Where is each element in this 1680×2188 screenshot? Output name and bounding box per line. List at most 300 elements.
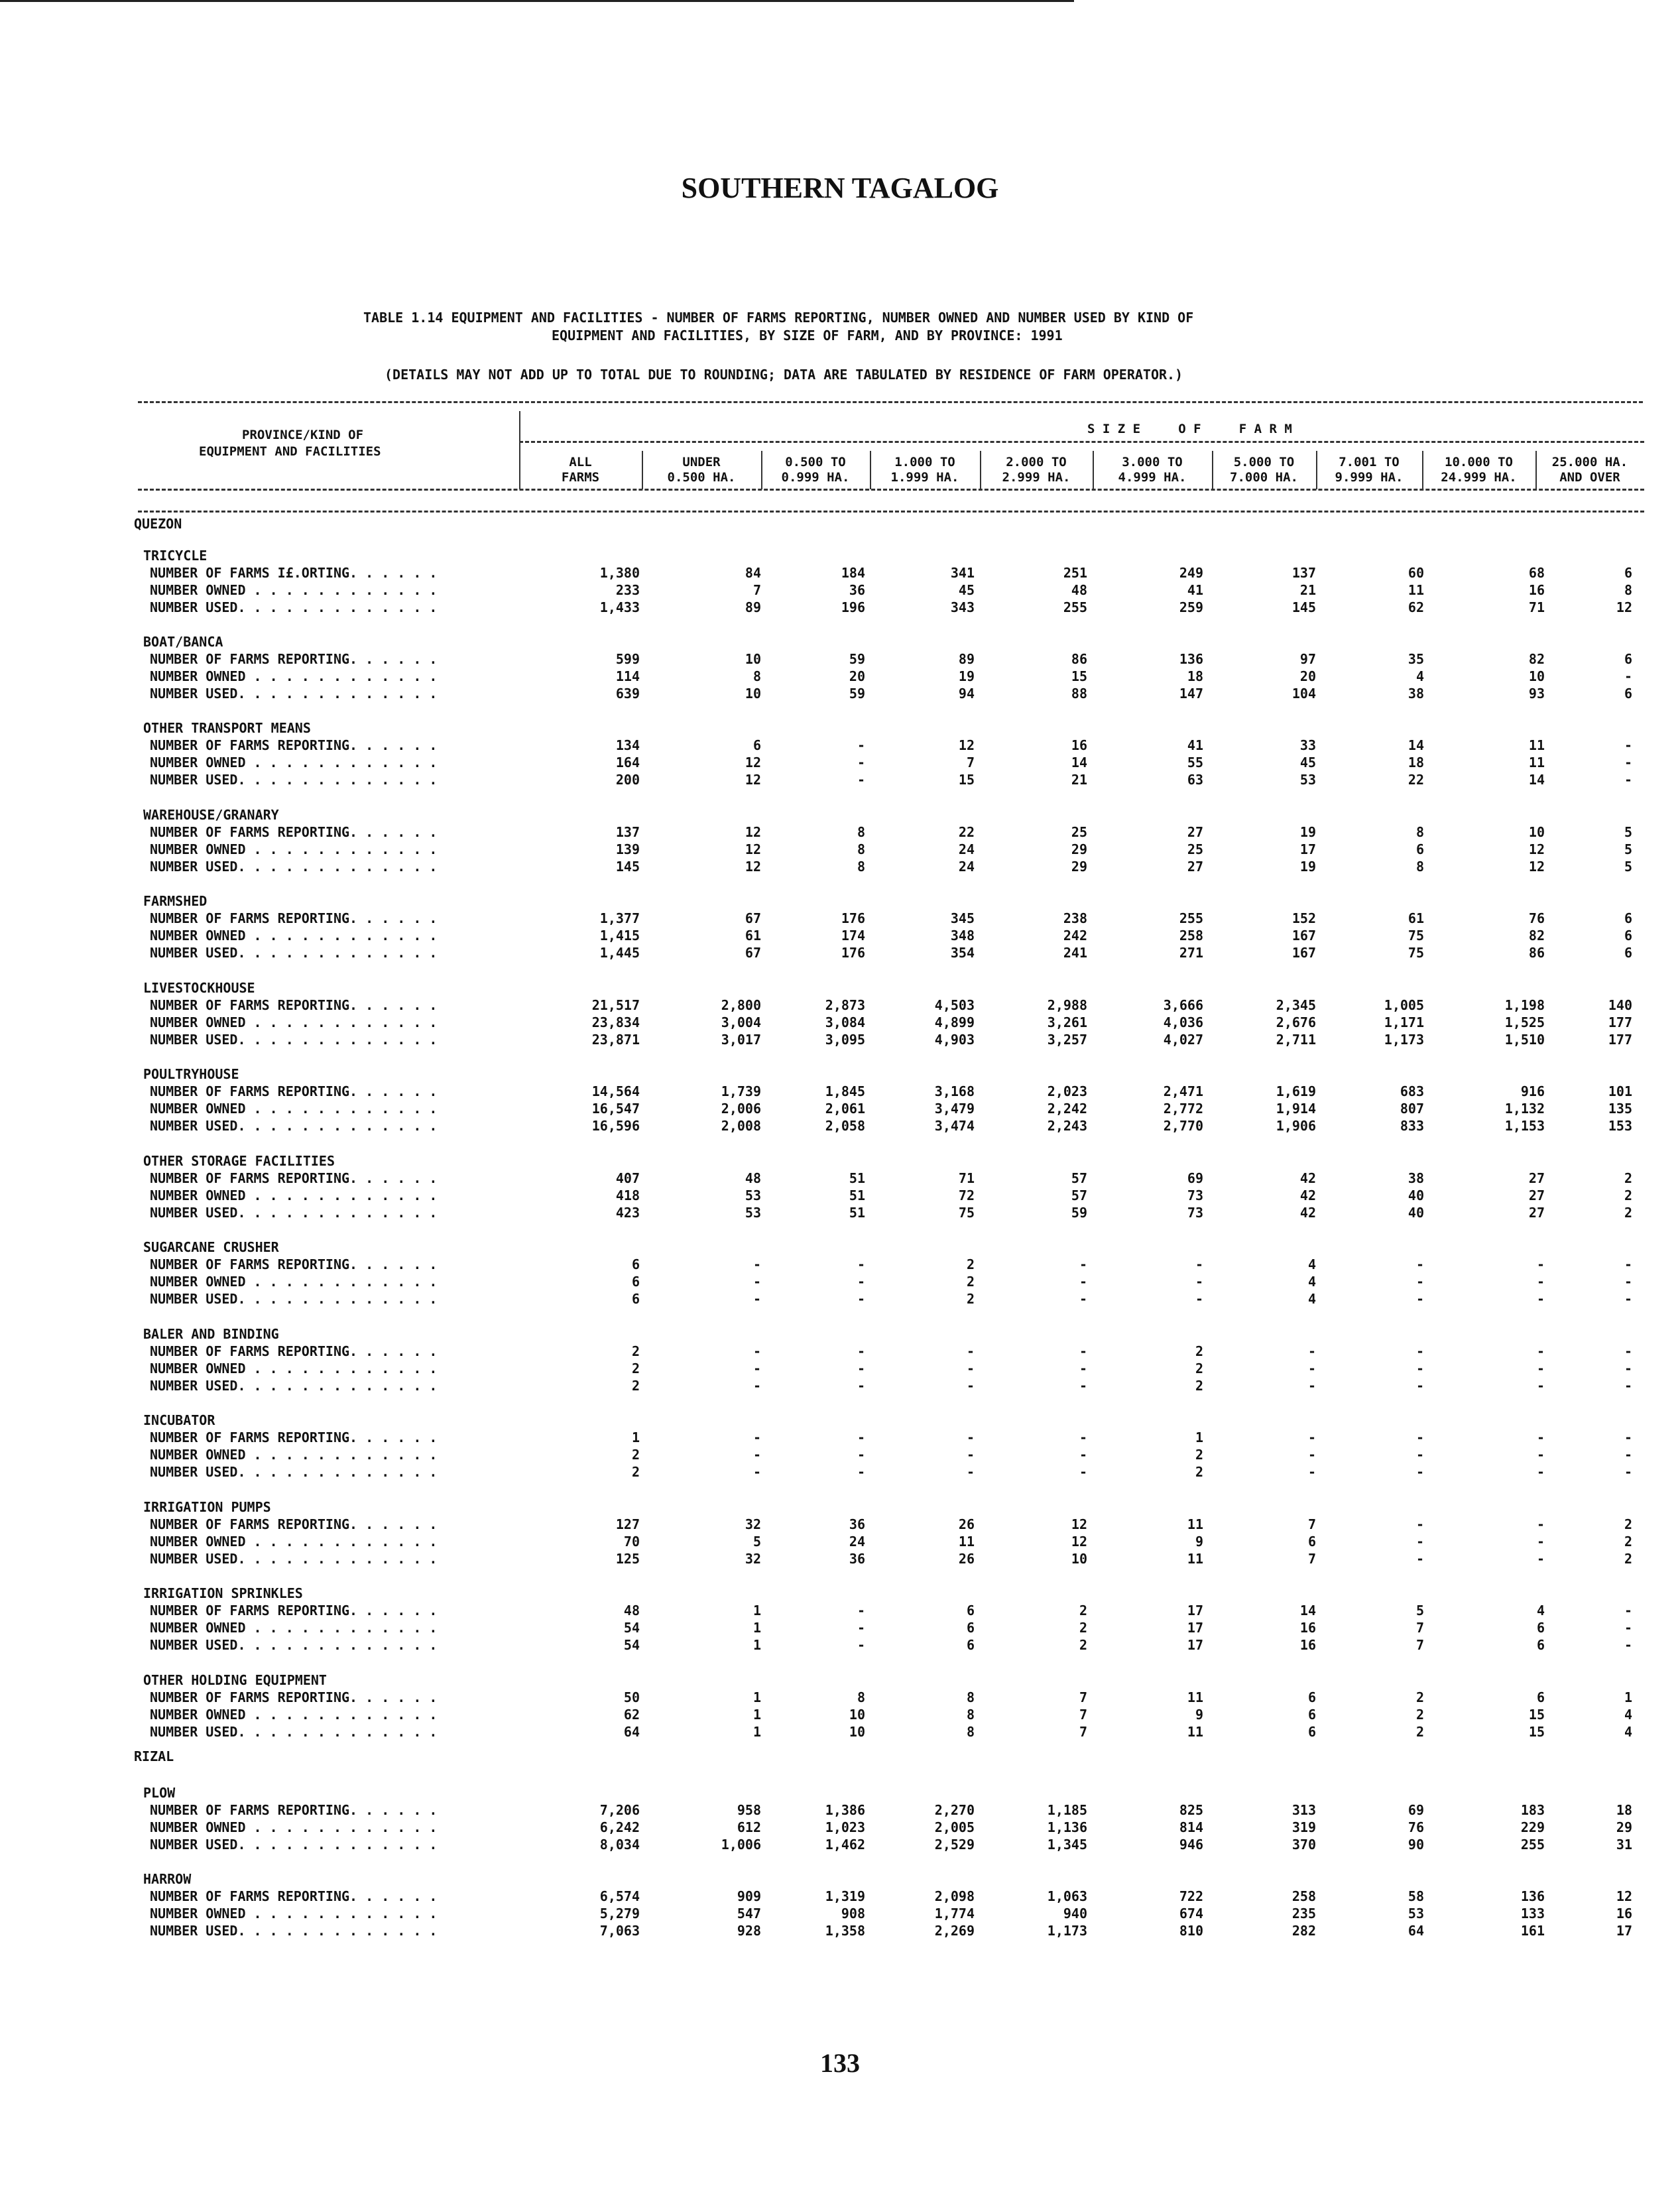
table-cell: - (1624, 1447, 1632, 1463)
table-cell: - (1624, 1361, 1632, 1376)
table-row (0, 928, 1680, 945)
table-row (0, 1083, 1680, 1101)
table-cell: 313 (1291, 1802, 1316, 1818)
row-label: NUMBER OWNED . . . . . . . . . . . . (150, 1274, 438, 1290)
table-cell: 5 (1624, 859, 1632, 875)
table-cell: 9 (1195, 1534, 1203, 1550)
table-cell: 807 (1400, 1101, 1424, 1117)
table-cell: 24 (849, 1534, 865, 1550)
table-cell: 1,380 (599, 565, 640, 581)
table-cell: 354 (950, 945, 975, 961)
table-cell: 21,517 (591, 997, 640, 1013)
table-cell: 7 (966, 755, 975, 770)
table-cell: 3,479 (934, 1101, 975, 1117)
table-cell: 6 (1624, 686, 1632, 701)
table-cell: - (857, 1464, 865, 1480)
table-cell: - (1415, 1464, 1424, 1480)
table-cell: 61 (1408, 910, 1424, 926)
table-cell: 2 (631, 1378, 640, 1394)
column-header (1316, 455, 1422, 485)
table-cell: 255 (1520, 1837, 1545, 1853)
table-cell: 423 (615, 1205, 640, 1221)
category-heading: IRRIGATION SPRINKLES (143, 1585, 303, 1601)
table-cell: 1,005 (1384, 997, 1424, 1013)
row-label: NUMBER OWNED . . . . . . . . . . . . (150, 755, 438, 770)
table-cell: 57 (1071, 1170, 1087, 1186)
table-cell: 12 (1071, 1516, 1087, 1532)
table-cell: - (1624, 1378, 1632, 1394)
table-cell: 1,171 (1384, 1014, 1424, 1030)
table-cell: 2,023 (1047, 1083, 1087, 1099)
table-cell: 1,006 (721, 1837, 761, 1853)
table-cell: 9 (1195, 1707, 1203, 1723)
table-cell: 940 (1063, 1906, 1087, 1921)
table-cell: - (857, 737, 865, 753)
table-row (0, 1707, 1680, 1724)
table-cell: 29 (1071, 859, 1087, 875)
table-cell: 12 (1528, 841, 1545, 857)
table-cell: 21 (1071, 772, 1087, 788)
table-cell: 161 (1520, 1923, 1545, 1939)
table-cell: - (1536, 1361, 1545, 1376)
table-cell: 14 (1071, 755, 1087, 770)
table-cell: 916 (1520, 1083, 1545, 1099)
table-cell: 814 (1179, 1819, 1203, 1835)
table-cell: 71 (958, 1170, 975, 1186)
table-cell: 6 (1624, 651, 1632, 667)
table-cell: - (752, 1343, 761, 1359)
table-cell: 6 (1307, 1534, 1316, 1550)
table-cell: 6 (1536, 1689, 1545, 1705)
table-cell: 88 (1071, 686, 1087, 701)
table-cell: 12 (958, 737, 975, 753)
table-cell: 1,153 (1504, 1118, 1545, 1134)
table-cell: - (1624, 1603, 1632, 1618)
table-cell: 1,132 (1504, 1101, 1545, 1117)
table-cell: 909 (737, 1888, 761, 1904)
table-cell: 18 (1408, 755, 1424, 770)
table-cell: 20 (1299, 668, 1316, 684)
row-label: NUMBER OF FARMS REPORTING. . . . . . (150, 1802, 438, 1818)
table-cell: 22 (958, 824, 975, 840)
table-cell: 2 (1079, 1603, 1087, 1618)
table-cell: - (1415, 1291, 1424, 1307)
table-cell: 7 (1079, 1707, 1087, 1723)
table-cell: - (857, 1343, 865, 1359)
table-row (0, 1205, 1680, 1222)
table-cell: 2 (631, 1447, 640, 1463)
table-cell: 17 (1187, 1603, 1203, 1618)
table-cell: - (857, 1447, 865, 1463)
table-cell: 5 (1415, 1603, 1424, 1618)
table-cell: 76 (1408, 1819, 1424, 1835)
column-header (1093, 455, 1212, 485)
column-header-line-2: 7.000 HA. (1230, 470, 1298, 485)
row-label: NUMBER USED. . . . . . . . . . . . . (150, 1291, 438, 1307)
table-cell: - (857, 1620, 865, 1636)
row-label: NUMBER OF FARMS REPORTING. . . . . . (150, 910, 438, 926)
table-cell: - (966, 1343, 975, 1359)
table-cell: 70 (623, 1534, 640, 1550)
column-header-line-1: 7.001 TO (1339, 455, 1400, 469)
table-cell: - (966, 1361, 975, 1376)
table-cell: 17 (1187, 1637, 1203, 1653)
table-cell: 639 (615, 686, 640, 701)
table-cell: 139 (615, 841, 640, 857)
table-cell: 11 (1187, 1551, 1203, 1567)
table-cell: 825 (1179, 1802, 1203, 1818)
row-label: NUMBER OF FARMS REPORTING. . . . . . (150, 1429, 438, 1445)
table-cell: - (857, 1274, 865, 1290)
table-cell: 84 (745, 565, 761, 581)
table-cell: - (752, 1464, 761, 1480)
table-row (0, 1361, 1680, 1378)
table-cell: 167 (1291, 945, 1316, 961)
table-cell: 4,503 (934, 997, 975, 1013)
table-cell: 24 (958, 859, 975, 875)
table-cell: 147 (1179, 686, 1203, 701)
table-cell: 59 (849, 651, 865, 667)
table-cell: 86 (1528, 945, 1545, 961)
table-cell: 6 (1307, 1689, 1316, 1705)
table-cell: 45 (1299, 755, 1316, 770)
table-cell: 2,345 (1276, 997, 1316, 1013)
table-cell: 547 (737, 1906, 761, 1921)
table-cell: - (1079, 1256, 1087, 1272)
stub-header-line-1: PROVINCE/KIND OF (242, 428, 364, 442)
table-cell: - (1536, 1378, 1545, 1394)
table-cell: 69 (1187, 1170, 1203, 1186)
table-cell: - (966, 1378, 975, 1394)
row-label: NUMBER OF FARMS REPORTING. . . . . . (150, 1516, 438, 1532)
table-cell: - (1536, 1516, 1545, 1532)
table-cell: 12 (745, 841, 761, 857)
row-label: NUMBER OWNED . . . . . . . . . . . . (150, 1819, 438, 1835)
table-cell: 1,386 (825, 1802, 865, 1818)
table-cell: 3,084 (825, 1014, 865, 1030)
table-cell: - (1415, 1274, 1424, 1290)
table-cell: 16 (1071, 737, 1087, 753)
table-cell: 10 (849, 1707, 865, 1723)
table-cell: 2 (631, 1464, 640, 1480)
table-cell: 11 (1528, 737, 1545, 753)
table-cell: - (1415, 1429, 1424, 1445)
table-cell: 35 (1408, 651, 1424, 667)
table-cell: - (1536, 1343, 1545, 1359)
table-cell: - (1079, 1464, 1087, 1480)
table-row (0, 1118, 1680, 1135)
table-row (0, 997, 1680, 1014)
column-header-line-1: 2.000 TO (1006, 455, 1067, 469)
row-label: NUMBER OF FARMS REPORTING. . . . . . (150, 1603, 438, 1618)
table-cell: 1,525 (1504, 1014, 1545, 1030)
row-label: NUMBER USED. . . . . . . . . . . . . (150, 1923, 438, 1939)
table-cell: 4 (1536, 1603, 1545, 1618)
column-header (519, 455, 642, 485)
stub-header-line-2: EQUIPMENT AND FACILITIES (199, 444, 381, 459)
row-label: NUMBER USED. . . . . . . . . . . . . (150, 1551, 438, 1567)
table-cell: 2 (631, 1361, 640, 1376)
table-cell: 4 (1307, 1274, 1316, 1290)
table-cell: 1,345 (1047, 1837, 1087, 1853)
table-rule (138, 489, 1644, 491)
table-cell: - (1624, 737, 1632, 753)
table-cell: 177 (1608, 1014, 1632, 1030)
table-row (0, 1888, 1680, 1906)
table-cell: 176 (841, 945, 865, 961)
table-row (0, 1923, 1680, 1940)
column-header-line-2: AND OVER (1559, 470, 1620, 485)
table-cell: 14 (1299, 1603, 1316, 1618)
table-cell: 14 (1408, 737, 1424, 753)
table-cell: - (1079, 1291, 1087, 1307)
table-cell: 12 (1616, 599, 1632, 615)
table-cell: 2 (1079, 1637, 1087, 1653)
column-header-line-2: 24.999 HA. (1441, 470, 1517, 485)
column-header (1212, 455, 1316, 485)
table-cell: - (1415, 1534, 1424, 1550)
table-cell: 271 (1179, 945, 1203, 961)
table-cell: 4 (1415, 668, 1424, 684)
table-cell: - (1079, 1378, 1087, 1394)
table-row (0, 582, 1680, 599)
table-cell: 1,445 (599, 945, 640, 961)
table-cell: 2 (1195, 1343, 1203, 1359)
table-row (0, 1637, 1680, 1654)
table-cell: - (1624, 755, 1632, 770)
row-label: NUMBER USED. . . . . . . . . . . . . (150, 859, 438, 875)
table-cell: - (1307, 1343, 1316, 1359)
column-header-line-1: 10.000 TO (1445, 455, 1513, 469)
column-header-line-1: 5.000 TO (1233, 455, 1295, 469)
table-cell: 15 (1528, 1724, 1545, 1740)
table-cell: 76 (1528, 910, 1545, 926)
table-cell: 1,619 (1276, 1083, 1316, 1099)
row-label: NUMBER OF FARMS REPORTING. . . . . . (150, 651, 438, 667)
table-cell: 51 (849, 1205, 865, 1221)
table-cell: 24 (958, 841, 975, 857)
table-cell: 133 (1520, 1906, 1545, 1921)
row-label: NUMBER USED. . . . . . . . . . . . . (150, 1205, 438, 1221)
table-cell: 54 (623, 1620, 640, 1636)
table-cell: 6 (752, 737, 761, 753)
table-cell: 1 (1195, 1429, 1203, 1445)
table-cell: 6 (1624, 565, 1632, 581)
table-cell: 235 (1291, 1906, 1316, 1921)
table-cell: 32 (745, 1551, 761, 1567)
table-row (0, 772, 1680, 789)
table-cell: 2,058 (825, 1118, 865, 1134)
table-cell: 48 (1071, 582, 1087, 598)
table-cell: 36 (849, 1551, 865, 1567)
table-row (0, 1464, 1680, 1481)
table-cell: 10 (1071, 1551, 1087, 1567)
table-cell: 17 (1616, 1923, 1632, 1939)
table-cell: 4,903 (934, 1032, 975, 1048)
table-cell: 20 (849, 668, 865, 684)
table-row (0, 599, 1680, 617)
row-label: NUMBER OF FARMS I£.ORTING. . . . . . (150, 565, 438, 581)
row-label: NUMBER USED. . . . . . . . . . . . . (150, 1464, 438, 1480)
table-cell: - (1624, 1256, 1632, 1272)
row-label: NUMBER OF FARMS REPORTING. . . . . . (150, 1083, 438, 1099)
row-label: NUMBER OWNED . . . . . . . . . . . . (150, 1707, 438, 1723)
table-cell: - (1624, 1291, 1632, 1307)
table-cell: 6 (1307, 1707, 1316, 1723)
table-cell: 8 (966, 1724, 975, 1740)
table-row (0, 945, 1680, 962)
table-row (0, 1032, 1680, 1049)
table-cell: - (752, 1361, 761, 1376)
table-cell: 12 (745, 859, 761, 875)
table-cell: 233 (615, 582, 640, 598)
table-cell: 54 (623, 1637, 640, 1653)
table-row (0, 1551, 1680, 1568)
category-heading: FARMSHED (143, 893, 208, 909)
table-cell: 8 (857, 1689, 865, 1705)
table-cell: 69 (1408, 1802, 1424, 1818)
table-cell: 946 (1179, 1837, 1203, 1853)
table-cell: - (966, 1447, 975, 1463)
table-cell: 1 (631, 1429, 640, 1445)
row-label: NUMBER OWNED . . . . . . . . . . . . (150, 1187, 438, 1203)
table-cell: 1,415 (599, 928, 640, 943)
table-note: (DETAILS MAY NOT ADD UP TO TOTAL DUE TO ROUNDING; DATA ARE TABULATED BY RESIDENCE OF FARM OPERATOR.) (385, 367, 1183, 383)
table-cell: - (1195, 1256, 1203, 1272)
table-cell: 72 (958, 1187, 975, 1203)
table-cell: 2 (966, 1291, 975, 1307)
table-row (0, 1603, 1680, 1620)
table-cell: - (857, 1361, 865, 1376)
table-cell: 1,198 (1504, 997, 1545, 1013)
category-heading: PLOW (143, 1785, 176, 1801)
table-cell: 29 (1071, 841, 1087, 857)
table-cell: 27 (1528, 1205, 1545, 1221)
table-cell: 167 (1291, 928, 1316, 943)
table-cell: - (1536, 1551, 1545, 1567)
row-label: NUMBER OF FARMS REPORTING. . . . . . (150, 1689, 438, 1705)
table-cell: 2,711 (1276, 1032, 1316, 1048)
table-cell: - (1079, 1429, 1087, 1445)
table-cell: 10 (1528, 668, 1545, 684)
column-header (870, 455, 980, 485)
table-row (0, 686, 1680, 703)
table-cell: 8 (857, 841, 865, 857)
table-cell: - (1624, 1637, 1632, 1653)
table-cell: 251 (1063, 565, 1087, 581)
column-header-line-2: 2.999 HA. (1002, 470, 1071, 485)
table-cell: 2,008 (721, 1118, 761, 1134)
table-cell: 6 (1307, 1724, 1316, 1740)
table-cell: 1,845 (825, 1083, 865, 1099)
row-label: NUMBER OF FARMS REPORTING. . . . . . (150, 1170, 438, 1186)
table-cell: 26 (958, 1551, 975, 1567)
table-cell: 370 (1291, 1837, 1316, 1853)
table-cell: 10 (1528, 824, 1545, 840)
table-cell: 3,017 (721, 1032, 761, 1048)
table-cell: 42 (1299, 1205, 1316, 1221)
table-cell: 183 (1520, 1802, 1545, 1818)
column-header-line-1: 0.500 TO (785, 455, 846, 469)
table-cell: 4,027 (1163, 1032, 1203, 1048)
table-cell: 12 (1071, 1534, 1087, 1550)
table-cell: 6 (1624, 928, 1632, 943)
table-cell: 599 (615, 651, 640, 667)
table-cell: - (1307, 1378, 1316, 1394)
table-cell: 8 (752, 668, 761, 684)
table-cell: 145 (1291, 599, 1316, 615)
table-cell: - (1079, 1361, 1087, 1376)
table-cell: 11 (1408, 582, 1424, 598)
table-cell: - (1624, 1274, 1632, 1290)
table-cell: 3,474 (934, 1118, 975, 1134)
table-cell: 2 (1624, 1170, 1632, 1186)
table-cell: 16 (1299, 1620, 1316, 1636)
category-heading: TRICYCLE (143, 548, 208, 564)
table-row (0, 1689, 1680, 1707)
table-cell: 341 (950, 565, 975, 581)
table-cell: 4 (1307, 1291, 1316, 1307)
province-heading: RIZAL (134, 1748, 174, 1764)
table-cell: 1,185 (1047, 1802, 1087, 1818)
table-cell: 27 (1528, 1187, 1545, 1203)
table-cell: 1,906 (1276, 1118, 1316, 1134)
table-cell: 7 (1415, 1620, 1424, 1636)
table-cell: 612 (737, 1819, 761, 1835)
table-cell: 3,095 (825, 1032, 865, 1048)
table-cell: 6 (966, 1603, 975, 1618)
table-row (0, 1274, 1680, 1291)
table-cell: 2,772 (1163, 1101, 1203, 1117)
table-cell: 1,774 (934, 1906, 975, 1921)
table-cell: - (1195, 1274, 1203, 1290)
table-cell: - (1307, 1447, 1316, 1463)
table-cell: 2 (1195, 1447, 1203, 1463)
table-cell: 833 (1400, 1118, 1424, 1134)
table-cell: 48 (745, 1170, 761, 1186)
table-cell: 41 (1187, 737, 1203, 753)
table-cell: 6,242 (599, 1819, 640, 1835)
table-cell: 7 (1079, 1724, 1087, 1740)
table-row (0, 1837, 1680, 1854)
table-cell: 8,034 (599, 1837, 640, 1853)
table-cell: 6 (1624, 945, 1632, 961)
table-cell: 4,036 (1163, 1014, 1203, 1030)
table-cell: 1 (752, 1724, 761, 1740)
table-cell: 15 (1528, 1707, 1545, 1723)
category-heading: BOAT/BANCA (143, 634, 223, 650)
table-cell: 8 (1415, 824, 1424, 840)
table-cell: 1 (752, 1707, 761, 1723)
table-cell: 1,023 (825, 1819, 865, 1835)
table-cell: 58 (1408, 1888, 1424, 1904)
table-cell: 22 (1408, 772, 1424, 788)
table-row (0, 1802, 1680, 1819)
table-row (0, 1429, 1680, 1447)
table-cell: 174 (841, 928, 865, 943)
row-label: NUMBER OF FARMS REPORTING. . . . . . (150, 1256, 438, 1272)
row-label: NUMBER USED. . . . . . . . . . . . . (150, 1378, 438, 1394)
page-number: 133 (820, 2048, 860, 2078)
table-cell: - (1536, 1447, 1545, 1463)
table-row (0, 1534, 1680, 1551)
table-cell: 1 (752, 1620, 761, 1636)
table-cell: 6 (1536, 1637, 1545, 1653)
table-cell: 90 (1408, 1837, 1424, 1853)
table-cell: - (1415, 1551, 1424, 1567)
table-cell: 23,834 (591, 1014, 640, 1030)
table-cell: - (857, 1637, 865, 1653)
